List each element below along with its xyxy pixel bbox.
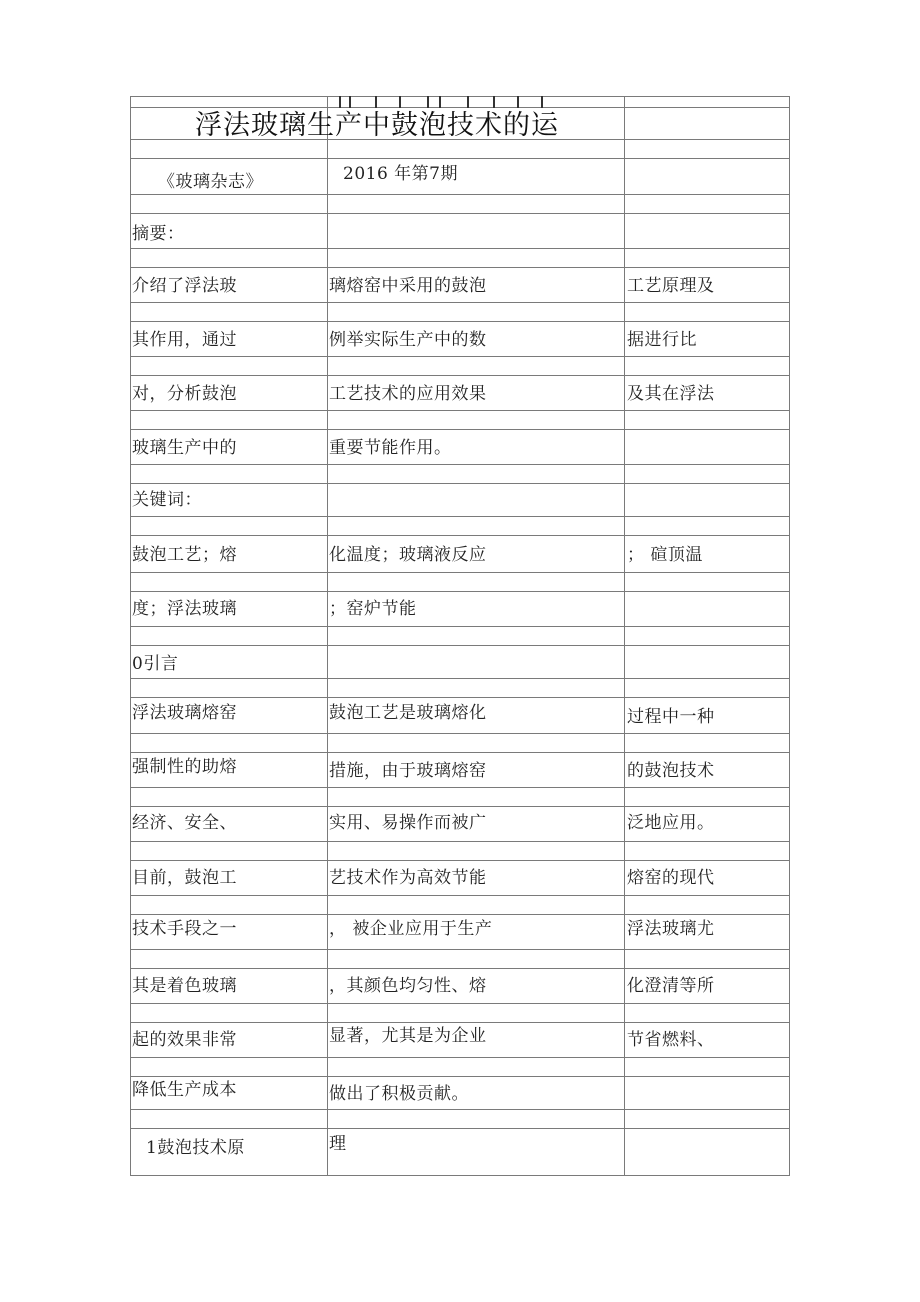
rule: [130, 572, 790, 573]
rule: [130, 483, 790, 484]
column-rule: [130, 96, 131, 1176]
rule: [130, 248, 790, 249]
clipped-text-remnant: [335, 96, 555, 108]
cell: 过程中一种: [627, 707, 715, 727]
rule: [130, 410, 790, 411]
cell: 目前，鼓泡工: [132, 868, 237, 888]
cell: 的鼓泡技术: [627, 761, 715, 781]
cell: 化温度；玻璃液反应: [329, 545, 487, 565]
cell: 浮法玻璃熔窑: [132, 703, 237, 723]
rule: [130, 535, 790, 536]
cell: 度；浮法玻璃: [132, 599, 237, 619]
rule: [130, 1057, 790, 1058]
cell: 及其在浮法: [627, 384, 715, 404]
cell: 玻璃生产中的: [132, 438, 237, 458]
cell: 其作用，通过: [132, 330, 237, 350]
column-rule: [327, 96, 328, 1176]
cell: 工艺技术的应用效果: [329, 384, 487, 404]
rule: [130, 375, 790, 376]
cell-journal: 《玻璃杂志》: [158, 172, 263, 192]
rule: [130, 158, 790, 159]
cell-section-heading: 0引言: [132, 654, 179, 674]
rule: [130, 626, 790, 627]
cell: 实用、易操作而被广: [329, 813, 487, 833]
rule: [130, 1022, 790, 1023]
cell: 工艺原理及: [627, 276, 715, 296]
rule: [130, 1003, 790, 1004]
cell: 节省燃料、: [627, 1030, 715, 1050]
cell: 据进行比: [627, 330, 697, 350]
cell: ，其颜色均匀性、熔: [329, 976, 487, 996]
rule: [130, 949, 790, 950]
cell: 起的效果非常: [132, 1030, 237, 1050]
rule: [130, 194, 790, 195]
cell: 强制性的助熔: [132, 757, 237, 777]
rule: [130, 733, 790, 734]
rule: [130, 1128, 790, 1129]
rule: [130, 914, 790, 915]
cell: 化澄清等所: [627, 976, 715, 996]
cell: 理: [329, 1134, 347, 1154]
rule: [130, 356, 790, 357]
cell: 降低生产成本: [132, 1080, 237, 1100]
rule: [130, 321, 790, 322]
cell: ；窑炉节能: [329, 599, 417, 619]
cell: 显著，尤其是为企业: [329, 1026, 487, 1046]
document-title: 浮法玻璃生产中鼓泡技术的运: [195, 110, 559, 141]
rule: [130, 1109, 790, 1110]
cell: 对，分析鼓泡: [132, 384, 237, 404]
rule: [130, 516, 790, 517]
cell: 艺技术作为高效节能: [329, 868, 487, 888]
cell: ， 被企业应用于生产: [329, 919, 493, 939]
rule: [130, 806, 790, 807]
column-rule: [789, 96, 790, 1176]
cell-abstract-label: 摘要：: [132, 224, 185, 244]
rule: [130, 645, 790, 646]
rule: [130, 841, 790, 842]
cell: 例举实际生产中的数: [329, 330, 487, 350]
cell: 其是着色玻璃: [132, 976, 237, 996]
rule: [130, 968, 790, 969]
cell: 介绍了浮法玻: [132, 276, 237, 296]
rule: [130, 213, 790, 214]
cell: 重要节能作用。: [329, 438, 452, 458]
rule: [130, 752, 790, 753]
rule: [130, 429, 790, 430]
column-rule: [624, 96, 625, 1176]
cell: 技术手段之一: [132, 919, 237, 939]
rule: [130, 895, 790, 896]
cell: ； 碹顶温: [627, 545, 703, 565]
rule: [130, 1076, 790, 1077]
cell: 璃熔窑中采用的鼓泡: [329, 276, 487, 296]
cell: 鼓泡工艺是玻璃熔化: [329, 703, 487, 723]
rule: [130, 302, 790, 303]
rule: [130, 1175, 790, 1176]
cell-section-heading: 1鼓泡技术原: [146, 1138, 245, 1158]
rule: [130, 267, 790, 268]
cell: 熔窑的现代: [627, 868, 715, 888]
cell: 鼓泡工艺；熔: [132, 545, 237, 565]
rule: [130, 464, 790, 465]
cell: 做出了积极贡献。: [329, 1084, 469, 1104]
rule: [130, 591, 790, 592]
cell-issue: 2016 年第7期: [343, 164, 458, 184]
rule: [130, 787, 790, 788]
cell: 浮法玻璃尤: [627, 919, 715, 939]
cell-keywords-label: 关键词：: [132, 490, 202, 510]
rule: [130, 697, 790, 698]
cell: 经济、安全、: [132, 813, 237, 833]
cell: 泛地应用。: [627, 813, 715, 833]
rule: [130, 678, 790, 679]
rule: [130, 860, 790, 861]
cell: 措施，由于玻璃熔窑: [329, 761, 487, 781]
